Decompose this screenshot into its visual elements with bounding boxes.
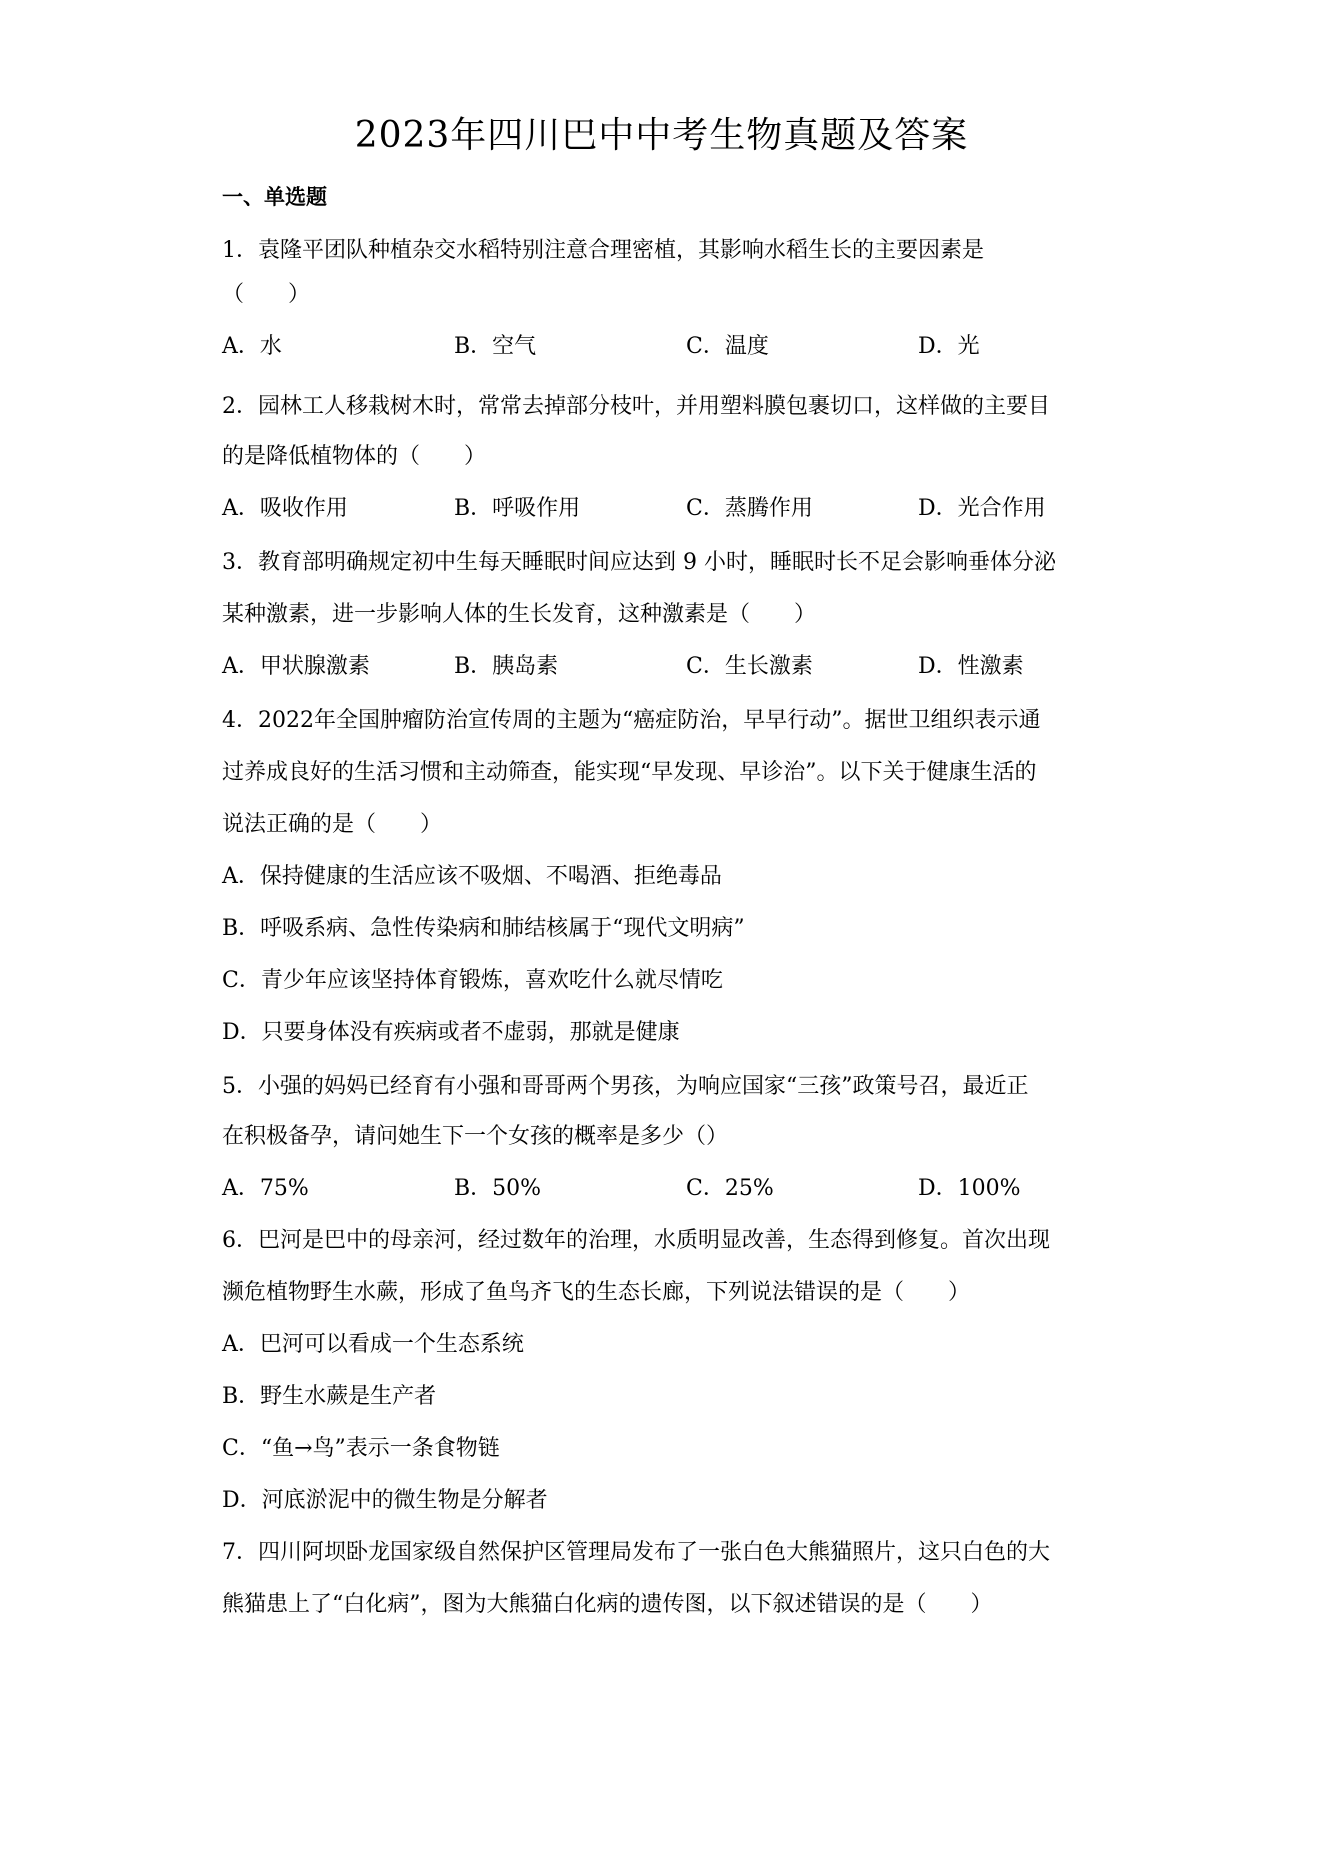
question-1-text-cont: （ ） [222,282,311,307]
question-3-text: 3．教育部明确规定初中生每天睡眠时间应达到 9 小时，睡眠时长不足会影响垂体分泌 [222,550,1056,575]
document-title: 2023年四川巴中中考生物真题及答案 [354,115,969,156]
question-3-option-b: B．胰岛素 [454,654,559,679]
question-7-text-cont: 熊猫患上了“白化病”，图为大熊猫白化病的遗传图，以下叙述错误的是（ ） [222,1592,993,1617]
question-5-text-cont: 在积极备孕，请问她生下一个女孩的概率是多少（） [222,1124,729,1149]
question-1-option-c: C．温度 [686,334,769,359]
question-5-option-d: D．100% [918,1176,1021,1201]
question-4-text-cont2: 说法正确的是（ ） [222,812,443,837]
question-4-text: 4．2022年全国肿瘤防治宣传周的主题为“癌症防治，早早行动”。据世卫组织表示通 [222,708,1041,733]
question-6-option-a: A．巴河可以看成一个生态系统 [222,1332,524,1357]
question-1-option-b: B．空气 [454,334,537,359]
question-2-option-a: A．吸收作用 [222,496,348,521]
question-3-text-cont: 某种激素，进一步影响人体的生长发育，这种激素是（ ） [222,602,817,627]
question-3-option-c: C．生长激素 [686,654,813,679]
question-1-option-d: D．光 [918,334,980,359]
question-5-option-a: A．75% [222,1176,309,1201]
question-2-option-c: C．蒸腾作用 [686,496,813,521]
question-4-option-c: C．青少年应该坚持体育锻炼，喜欢吃什么就尽情吃 [222,968,723,993]
question-1-option-a: A．水 [222,334,282,359]
question-3-option-d: D．性激素 [918,654,1024,679]
question-2-option-d: D．光合作用 [918,496,1046,521]
question-1-text: 1．袁隆平团队种植杂交水稻特别注意合理密植，其影响水稻生长的主要因素是 [222,238,984,263]
question-4-option-b: B．呼吸系病、急性传染病和肺结核属于“现代文明病” [222,916,745,941]
question-4-option-d: D．只要身体没有疾病或者不虚弱，那就是健康 [222,1020,680,1045]
question-6-option-d: D．河底淤泥中的微生物是分解者 [222,1488,548,1513]
question-7-text: 7．四川阿坝卧龙国家级自然保护区管理局发布了一张白色大熊猫照片，这只白色的大 [222,1540,1050,1565]
question-4-option-a: A．保持健康的生活应该不吸烟、不喝酒、拒绝毒品 [222,864,722,889]
question-6-option-c: C．“鱼→鸟”表示一条食物链 [222,1436,500,1461]
question-3-option-a: A．甲状腺激素 [222,654,370,679]
question-5-text: 5．小强的妈妈已经育有小强和哥哥两个男孩，为响应国家“三孩”政策号召，最近正 [222,1074,1029,1099]
question-4-text-cont: 过养成良好的生活习惯和主动筛查，能实现“早发现、早诊治”。以下关于健康生活的 [222,760,1037,785]
question-2-option-b: B．呼吸作用 [454,496,581,521]
question-6-text: 6．巴河是巴中的母亲河，经过数年的治理，水质明显改善，生态得到修复。首次出现 [222,1228,1050,1253]
question-2-text-cont: 的是降低植物体的（ ） [222,444,487,469]
question-5-option-b: B．50% [454,1176,542,1201]
section-heading: 一、单选题 [222,184,327,209]
question-2-text: 2．园林工人移栽树木时，常常去掉部分枝叶，并用塑料膜包裹切口，这样做的主要目 [222,394,1050,419]
question-6-text-cont: 濒危植物野生水蕨，形成了鱼鸟齐飞的生态长廊，下列说法错误的是（ ） [222,1280,971,1305]
question-5-option-c: C．25% [686,1176,774,1201]
question-6-option-b: B．野生水蕨是生产者 [222,1384,437,1409]
